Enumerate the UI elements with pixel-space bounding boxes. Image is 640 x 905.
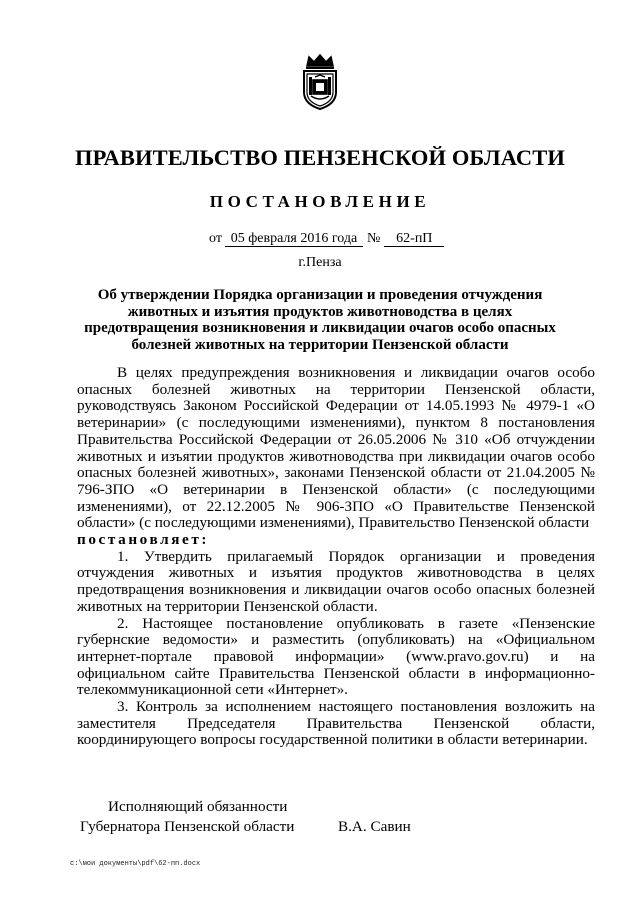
signatory-name: В.А. Савин	[338, 818, 411, 835]
footer-file-path: c:\мои документы\pdf\62-пп.docx	[70, 860, 201, 868]
decree-paragraph	[77, 532, 595, 549]
document-date: 05 февраля 2016 года	[225, 231, 363, 247]
preamble-text: В целях предупреждения возникновения и ликвидации очагов особо опасных болезней животных на территории Пензенской области, руководствуясь Законом Российской Федерации от 14.05.1993 № 4979-1 «О ветеринарии» (с последующими изменениями), пунктом 8 постановления Правительства Российской Федерации от 26.05.2006 № 310 «Об отчуждении животных и изъятии продуктов животноводства при ликвидации очагов особо опасных болезней животных», законами Пензенской области от 21.04.2005 № 796-ЗПО «О ветеринарии в Пензенской области» (с последующими изменениями), от 22.12.2005 № 906-ЗПО «О Правительстве Пензенской области» (с последующими изменениями), Правительство Пензенской области	[77, 364, 595, 532]
date-from-label: от	[209, 231, 222, 246]
signatory-line-1: Исполняющий обязанности	[108, 798, 288, 815]
document-body	[77, 365, 595, 749]
preamble-paragraph	[77, 365, 595, 532]
document-subject: Об утверждении Порядка организации и проведения отчуждения животных и изъятия продуктов животноводства в целях предотвращения возникновения и ликвидации очагов особо опасных болезней животных на территории Пензенской области	[84, 287, 556, 353]
city: г.Пенза	[298, 255, 342, 270]
document-number: 62-пП	[384, 231, 444, 247]
document-type: ПОСТАНОВЛЕНИЕ	[209, 192, 431, 211]
item-2: 2. Настоящее постановление опубликовать в газете «Пензенские губернские ведомости» и разместить (опубликовать) на «Официальном интернет-портале правовой информации» (www.pravo.gov.ru) и на официальном сайте Правительства Пензенской области в информационно-телекоммуникационной сети «Интернет».	[77, 614, 595, 699]
number-label: №	[366, 231, 381, 246]
decree-word: постановляет:	[77, 531, 210, 549]
signatory-line-2: Губернатора Пензенской области	[80, 818, 295, 835]
signatory-title	[80, 797, 294, 837]
coat-of-arms-emblem	[297, 52, 343, 112]
item-3: 3. Контроль за исполнением настоящего постановления возложить на заместителя Председателя Правительства Пензенской области, координирующего вопросы государственной политики в области ветеринарии.	[77, 698, 595, 749]
item-1: 1. Утвердить прилагаемый Порядок организации и проведения отчуждения животных и изъятия продуктов животноводства в целях предотвращения возникновения и ликвидации очагов особо опасных болезней животных на территории Пензенской области.	[77, 547, 595, 615]
government-title: ПРАВИТЕЛЬСТВО ПЕНЗЕНСКОЙ ОБЛАСТИ	[74, 145, 565, 170]
dateline	[209, 231, 444, 247]
